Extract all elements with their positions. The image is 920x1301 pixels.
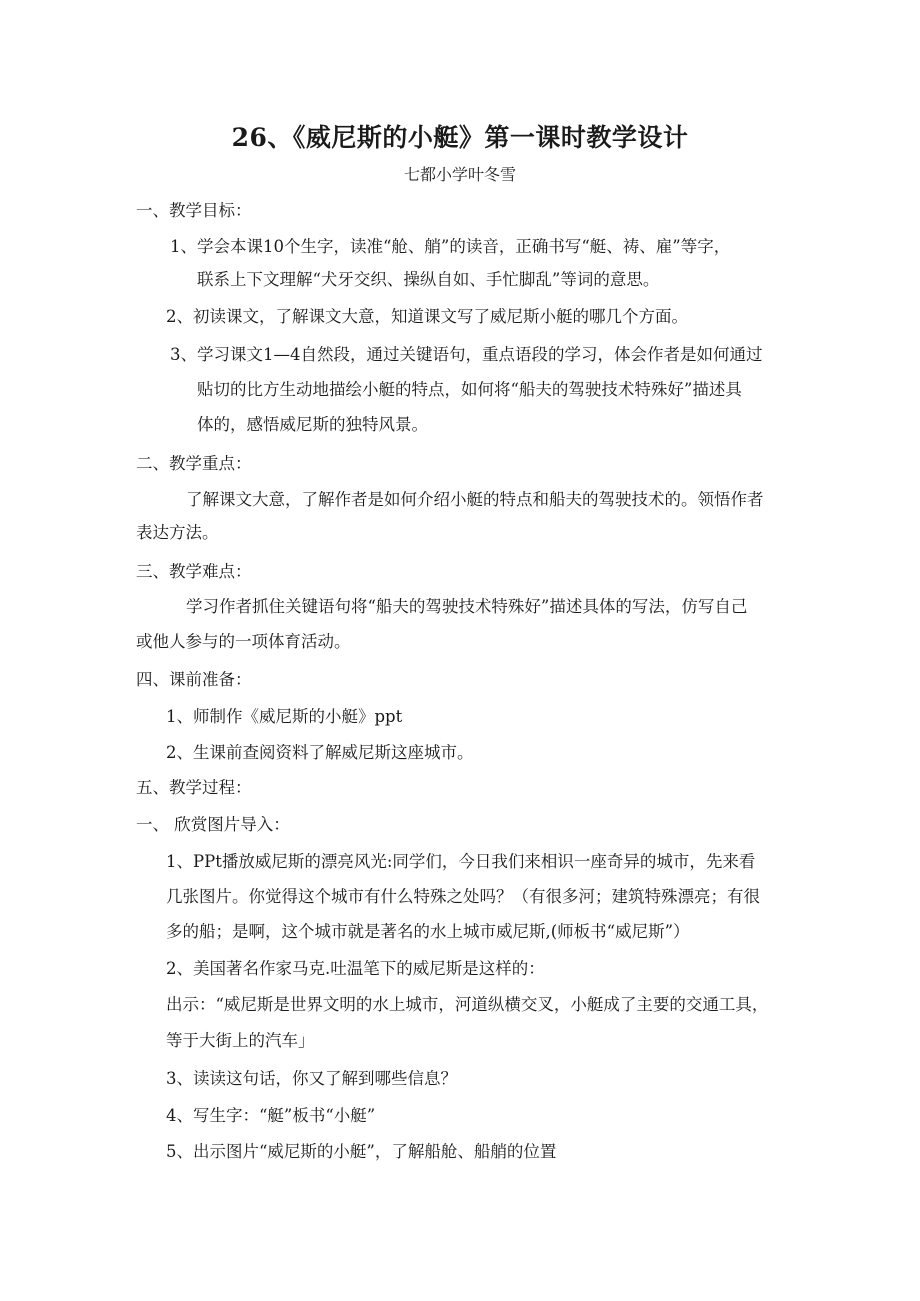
section-heading-objectives: 一、教学目标： [136,201,252,220]
process-step-2-quote-line-2: 等于大街上的汽车」 [166,1031,315,1050]
section-heading-preparation: 四、课前准备： [136,670,252,689]
document-author: 七都小学叶冬雪 [403,165,516,184]
section-heading-process: 五、教学过程： [136,778,252,797]
process-step-3: 3、读读这句话，你又了解到哪些信息？ [166,1069,457,1088]
preparation-item-1: 1、师制作《威尼斯的小艇》ppt [166,707,403,726]
process-step-1-line-3: 多的船；是啊，这个城市就是著名的水上城市威尼斯,(师板书“威尼斯”） [166,922,690,941]
process-step-1-line-1: 1、PPt播放威尼斯的漂亮风光:同学们，今日我们来相识一座奇异的城市，先来看 [166,852,756,871]
preparation-item-2: 2、生课前查阅资料了解威尼斯这座城市。 [166,743,474,762]
difficulties-line-2: 或他人参与的一项体育活动。 [136,632,351,651]
process-step-2: 2、美国著名作家马克.吐温笔下的威尼斯是这样的： [166,959,545,978]
document-title: 26、《威尼斯的小艇》第一课时教学设计 [231,123,689,152]
process-step-4: 4、写生字：“艇”板书“小艇” [166,1106,376,1125]
objective-item-3-line-2: 贴切的比方生动地描绘小艇的特点，如何将“船夫的驾驶技术特殊好”描述具 [197,380,742,399]
objective-item-1-line-1: 1、学会本课10个生字，读准“舱、艄”的读音，正确书写“艇、祷、雇”等字， [170,237,731,256]
section-heading-difficulties: 三、教学难点： [136,562,252,581]
objective-item-3-line-3: 体的，感悟威尼斯的独特风景。 [197,415,428,434]
objective-item-1-line-2: 联系上下文理解“犬牙交织、操纵自如、手忙脚乱”等词的意思。 [197,270,660,289]
objective-item-2: 2、初读课文，了解课文大意，知道课文写了威尼斯小艇的哪几个方面。 [166,307,688,326]
key-points-line-2: 表达方法。 [136,523,219,542]
process-step-2-quote-line-1: 出示：“威尼斯是世界文明的水上城市，河道纵横交叉，小艇成了主要的交通工具， [166,995,769,1014]
objective-item-3-line-1: 3、学习课文1—4自然段，通过关键语句，重点语段的学习，体会作者是如何通过 [170,345,763,364]
process-step-1-line-2: 几张图片。你觉得这个城市有什么特殊之处吗？（有很多河；建筑特殊漂亮；有很 [166,887,760,906]
process-subheading-1: 一、 欣赏图片导入： [136,815,290,834]
key-points-line-1: 了解课文大意，了解作者是如何介绍小艇的特点和船夫的驾驶技术的。领悟作者 [186,490,764,509]
process-step-5: 5、出示图片“威尼斯的小艇”，了解船舱、船艄的位置 [166,1142,557,1161]
section-heading-key-points: 二、教学重点： [136,454,252,473]
difficulties-line-1: 学习作者抓住关键语句将“船夫的驾驶技术特殊好”描述具体的写法，仿写自己 [186,597,748,616]
